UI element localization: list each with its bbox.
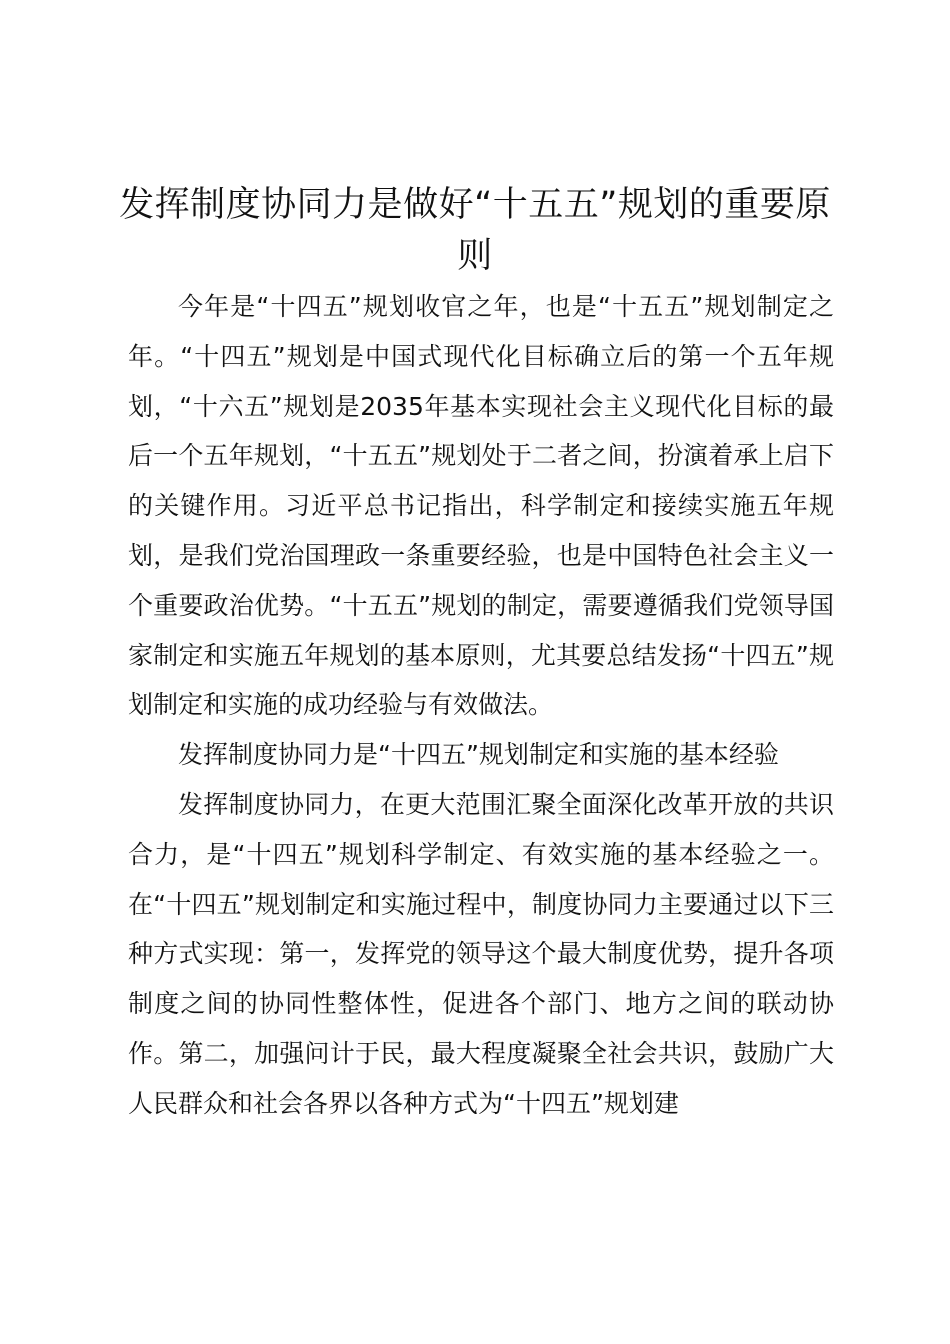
paragraph-experience: 发挥制度协同力，在更大范围汇聚全面深化改革开放的共识合力，是“十四五”规划科学制定、有效实施的基本经验之一。在“十四五”规划制定和实施过程中，制度协同力主要通过以下三种方式实现：第一，发挥党的领导这个最大制度优势，提升各项制度之间的协同性整体性，促进各个部门、地方之间的联动协作。第二，加强问计于民，最大程度凝聚全社会共识，鼓励广大人民群众和社会各界以各种方式为“十四五”规划建 (128, 789, 834, 1118)
document-body (128, 282, 834, 1129)
section-heading: 发挥制度协同力是“十四五”规划制定和实施的基本经验 (178, 740, 779, 770)
paragraph-intro: 今年是“十四五”规划收官之年，也是“十五五”规划制定之年。“十四五”规划是中国式现代化目标确立后的第一个五年规划，“十六五”规划是2035年基本实现社会主义现代化目标的最后一个五年规划，“十五五”规划处于二者之间，扮演着承上启下的关键作用。习近平总书记指出，科学制定和接续实施五年规划，是我们党治国理政一条重要经验，也是中国特色社会主义一个重要政治优势。“十五五”规划的制定，需要遵循我们党领导国家制定和实施五年规划的基本原则，尤其要总结发扬“十四五”规划制定和实施的成功经验与有效做法。 (128, 292, 834, 720)
document-title: 发挥制度协同力是做好“十五五”规划的重要原则 (119, 185, 831, 276)
